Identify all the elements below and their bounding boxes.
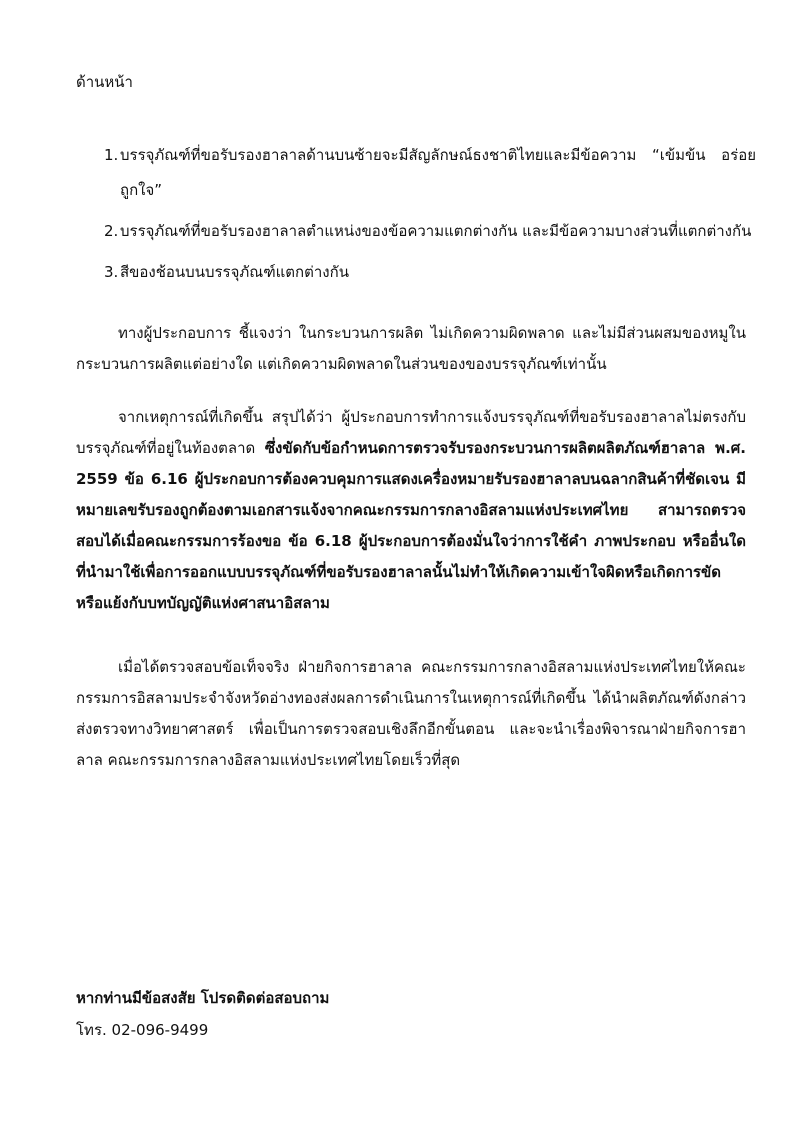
list-item bbox=[76, 214, 756, 249]
list-item bbox=[76, 255, 756, 290]
list-item-number: 3. bbox=[104, 263, 119, 281]
contact-block bbox=[76, 982, 576, 1046]
section-heading: ด้านหน้า bbox=[76, 73, 133, 91]
paragraph-summary-text: จากเหตุการณ์ที่เกิดขึ้น สรุปได้ว่า ผู้ประกอบการทำการแจ้งบรรจุภัณฑ์ที่ขอรับรองฮาลาลไม่ตรงกับบรรจุภัณฑ์ที่อยู่ในท้องตลาด bbox=[76, 408, 746, 457]
list-item-text: บรรจุภัณฑ์ที่ขอรับรองฮาลาลด้านบนซ้ายจะมีสัญลักษณ์ธงชาติไทยและมีข้อความ “เข้มข้น อร่อย ถูกใจ” bbox=[120, 146, 756, 199]
paragraph-investigation: เมื่อได้ตรวจสอบข้อเท็จจริง ฝ่ายกิจการฮาลาล คณะกรรมการกลางอิสลามแห่งประเทศไทยให้คณะกรรมการอิสลามประจำจังหวัดอ่างทองส่งผลการดำเนินการในเหตุการณ์ที่เกิดขึ้น ได้นำผลิตภัณฑ์ดังกล่าวส่งตรวจทางวิทยาศาสตร์ เพื่อเป็นการตรวจสอบเชิงลึกอีกขั้นตอน และจะนำเรื่องพิจารณาฝ่ายกิจการฮาลาล คณะกรรมการกลางอิสลามแห่งประเทศไทยโดยเร็วที่สุด bbox=[76, 658, 746, 769]
list-item-text: บรรจุภัณฑ์ที่ขอรับรองฮาลาลตำแหน่งของข้อความแตกต่างกัน และมีข้อความบางส่วนที่แตกต่างกัน bbox=[120, 222, 752, 240]
paragraph-summary-regulation: ซึ่งขัดกับข้อกำหนดการตรวจรับรองกระบวนการผลิตผลิตภัณฑ์ฮาลาล พ.ศ. 2559 ข้อ 6.16 ผู้ประกอบการต้องควบคุมการแสดงเครื่องหมายรับรองฮาลาลบนฉลากสินค้าที่ชัดเจน มีหมายเลขรับรองถูกต้องตามเอกสารแจ้งจากคณะกรรมการกลางอิสลามแห่งประเทศไทย สามารถตรวจสอบได้เมื่อคณะกรรมการร้องขอ ข้อ 6.18 ผู้ประกอบการต้องมั่นใจว่าการใช้คำ ภาพประกอบ หรืออื่นใด ที่นำมาใช้เพื่อการออกแบบบรรจุภัณฑ์ที่ขอรับรองฮาลาลนั้นไม่ทำให้เกิดความเข้าใจผิดหรือเกิดการขัด หรือแย้งกับบทบัญญัติแห่งศาสนาอิสลาม bbox=[76, 439, 746, 612]
paragraph-summary bbox=[76, 402, 746, 619]
contact-phone: โทร. 02-096-9499 bbox=[76, 1021, 209, 1039]
list-item-text: สีของช้อนบนบรรจุภัณฑ์แตกต่างกัน bbox=[120, 263, 349, 281]
difference-list bbox=[76, 138, 756, 290]
paragraph-operator-explanation: ทางผู้ประกอบการ ชี้แจงว่า ในกระบวนการผลิต ไม่เกิดความผิดพลาด และไม่มีส่วนผสมของหมูในกระบวนการผลิตแต่อย่างใด แต่เกิดความผิดพลาดในส่วนของของบรรจุภัณฑ์เท่านั้น bbox=[76, 324, 746, 373]
list-item-number: 2. bbox=[104, 222, 119, 240]
list-item bbox=[76, 138, 756, 208]
contact-prompt: หากท่านมีข้อสงสัย โปรดติดต่อสอบถาม bbox=[76, 989, 330, 1007]
list-item-number: 1. bbox=[104, 146, 119, 164]
